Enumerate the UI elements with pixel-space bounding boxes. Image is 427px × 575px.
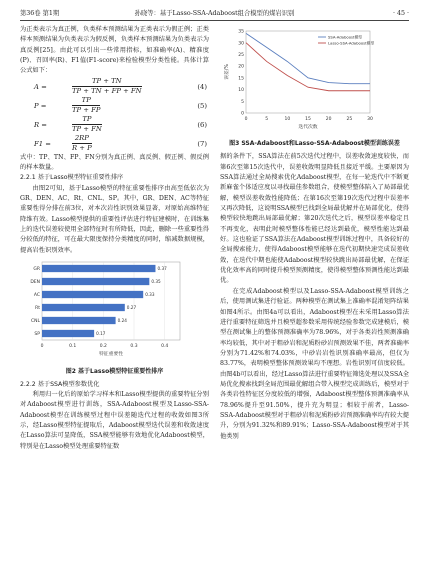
page-header (20, 8, 409, 21)
equation-number: (4) (197, 82, 207, 91)
figure-3-caption: 图3 SSA-Adaboost和Lasso-SSA-Adaboost模型训练误差 (229, 140, 400, 148)
y-tick-label: DEN (30, 280, 40, 286)
data-label: 0.24 (117, 318, 127, 324)
y-tick-label: Rt (35, 306, 40, 312)
bar-ac (42, 291, 143, 298)
x-axis-label: 迭代次数 (298, 125, 318, 130)
x-tick-label: 25 (346, 117, 353, 122)
equation-numerator: TP (72, 115, 102, 125)
equation-number: (5) (197, 101, 207, 110)
equation-numerator: 2RP (72, 134, 92, 144)
x-tick-label: 0.1 (69, 344, 77, 350)
section-2-2-2-paragraph: 利用归一化后的原始学习样本和Lasso模型提供的重要特征分别对Adaboost模型进行训练，SSA-Adaboost模型及Lasso-SSA-Adaboost模型在训练模型过程中误差随迭代过程的收敛如图3所示，经Lasso模型特征提取后，Adaboost模型迭代误差和收敛速度在Lasso算法可显降低，SSA模型能够有效地优化Adaboost模型，特别是在Lasso模型处理重要特征数 (20, 390, 209, 450)
right-column (220, 25, 409, 442)
y-tick-label: 15 (238, 76, 244, 82)
right-paragraph-2: 在完成Adaboost模型以及Lasso-SSA-Adaboost模型训练之后，使用测试集进行验证。两种模型在测试集上准确率混淆矩阵结果如图4所示。由图4a可以看出，Adaboost模型在未采用Lasso算法进行重要特征筛选并且模型超参数采用传统经验参数完成建模后，模型在测试集上的整体预测准确率为78.96%，对于各类岩性预测准确率均较低，其中对于粗砂岩和泥质粉砂岩预测效果不佳，两者准确率分别为71.42%和74.03%，中砂岩岩性识别准确率最高，但仅为83.77%，表明模型整体预测效果均不理想。岩性识别可信度较低。由图4b可以看出，经过Lasso算法进行重要特征筛选处理以及SSA全局优化搜索找到全局范围最优解组合带入模型完成训练后，模型对于各类岩性特征区分度较低的增强，Adaboost模型整体预测准确率从78.96%提升至91.50%，提升充为明显；相较于前者，Lasso-SSA-Adaboost模型对于粗砂岩和泥质粉砂岩预测准确率均有较大提升，分别为91.32%和89.91%；Lasso-SSA-Adaboost模型对于其他类别 (220, 287, 409, 440)
data-label: 0.27 (126, 305, 137, 311)
equation-5 (20, 96, 209, 115)
data-label: 0.37 (157, 266, 167, 272)
equation-lhs: F1 = (34, 139, 51, 148)
equation-number: (7) (197, 139, 207, 148)
equation-number: (6) (197, 120, 207, 129)
x-tick-label: 0 (244, 117, 248, 122)
y-tick-label: 0 (241, 111, 244, 117)
x-tick-label: 10 (284, 117, 291, 122)
equation-7 (20, 134, 209, 153)
y-tick-label: SP (34, 332, 40, 338)
equation-numerator: TP (72, 96, 100, 106)
equation-denominator: TP + FP (72, 105, 101, 114)
figure-2-bar-chart (20, 256, 209, 360)
x-tick-label: 0 (40, 344, 44, 350)
equation-6 (20, 115, 209, 134)
right-paragraph-1: 据的条件下，SSA算法在前5次迭代过程中，误差收敛速度较快，而第6次至第15次迭代中，误差收敛明显降低且接近平缓。主要原因为SSA算法通过全局搜索优化Adaboost模型，在每一轮迭代中不断更新麻雀个体适应度以寻找最佳参数组合，使模型整体陷入了局部最优解，模型误差收敛性能降低；在第16次至第19次迭代过程中误差率又再次降低，这说明SSA模型已找到全局最优解并在局部优化，使得模型较快地跳出局部最优解；第20次迭代之后，模型误差率稳定且不再变化，表明此时模型整体性能已经达到最优，模型性能达到最好。这也验证了SSA算法在Adaboost模型训练过程中，具备较好的全局搜索能力，使得Adaboost模型能够在迭代初期快速完成误差收敛，在迭代中期也能使Adaboost模型较快跳出局部最优解，在保证优化效率高的同时提升模型预测精度，使得模型整体预测性能达到最优。 (220, 153, 409, 285)
bar-rt (42, 304, 125, 311)
y-tick-label: 25 (238, 53, 244, 59)
bar-sp (42, 330, 94, 337)
equation-lhs: A = (34, 82, 47, 91)
x-axis-label: 特征重要性 (99, 352, 123, 358)
equation-fraction (72, 134, 92, 153)
equation-4 (20, 77, 209, 96)
running-title: 孙晓等：基于Lasso-SSA-Adaboost组合模型的煤岩识别 (134, 10, 295, 17)
figure-2-caption: 图2 基于Lasso模型特征重要性排序 (65, 367, 164, 375)
data-label: 0.35 (151, 279, 161, 285)
equation-lhs: P = (34, 101, 47, 110)
equation-fraction (72, 115, 102, 134)
y-tick-label: 5 (241, 99, 244, 105)
journal-volume: 第36卷 第1期 (20, 10, 60, 17)
page-number: · 45 · (392, 10, 409, 17)
section-2-2-1-heading: 2.2.1 基于Lasso模型特征重要性排序 (20, 174, 124, 182)
section-2-2-1-paragraph: 由图2可知，基于Lasso模型的特征重要性排序由高至低依次为GR、DEN、AC、Rt、CNL、SP。其中，GR、DEN、AC等特征重要性得分排在前3位，对本次岩性识别效果显著，对原始高维特征降维有效。Lasso模型提供的重要性评估进行特征建模时，在训练集上的迭代误差较使用全部特征时有所降低，因此，删除一些重要性得分较低的特征，可在最大限度保持分类精度的同时，缩减数据规模，提高岩性识别效率。 (20, 184, 209, 254)
equation-numerator: TP + TN (72, 77, 142, 87)
y-tick-label: 35 (238, 29, 244, 35)
figure-3-line-chart (220, 25, 409, 133)
legend-entry: Lasso-SSA-Adaboost模型 (328, 40, 375, 46)
y-tick-label: 30 (238, 41, 244, 47)
left-column (20, 25, 209, 452)
section-2-2-2-heading: 2.2.2 基于SSA模型参数优化 (20, 380, 100, 388)
equation-denominator: TP + TN + FP + FN (72, 86, 142, 95)
x-tick-label: 20 (325, 117, 332, 122)
bar-den (42, 278, 149, 285)
data-label: 0.33 (145, 292, 155, 298)
bar-cnl (42, 317, 116, 324)
x-tick-label: 0.2 (99, 344, 107, 350)
legend-entry: SSA-Adaboost模型 (328, 34, 363, 40)
y-tick-label: 20 (238, 64, 244, 70)
x-tick-label: 0.3 (130, 344, 138, 350)
equation-denominator: R + P (72, 143, 92, 152)
x-tick-label: 15 (305, 117, 311, 122)
y-axis-label: 误差/% (225, 64, 230, 80)
equation-fraction (72, 96, 100, 115)
y-tick-label: 10 (238, 88, 244, 94)
equations-block (20, 77, 209, 153)
metrics-paragraph: 为正类表示为真正例，负类样本预测结果为正类表示为假正例；正类样本预测结果为负类表示为假反例，负类样本预测结果为负类表示为真反例[25]。由此可以引出一些常用指标，如准确率(A)、精准度(P)、召回率(R)、F1值(F1-score)来检验模型分类性能。具体计算公式如下： (20, 26, 209, 75)
equation-note: 式中：TP、TN、FP、FN分别为真正例、真反例、假正例、假反例的样本数量。 (20, 153, 209, 172)
x-tick-label: 30 (367, 117, 373, 122)
bar-gr (42, 265, 155, 272)
equation-denominator: TP + FN (72, 124, 102, 133)
x-tick-label: 5 (265, 117, 269, 122)
equation-fraction (72, 77, 142, 96)
data-label: 0.17 (96, 331, 106, 337)
y-tick-label: GR (33, 267, 40, 273)
equation-lhs: R = (34, 120, 47, 129)
y-tick-label: AC (33, 293, 40, 299)
x-tick-label: 0.4 (161, 344, 169, 350)
y-tick-label: CNL (30, 319, 40, 325)
plot-frame (42, 262, 180, 340)
